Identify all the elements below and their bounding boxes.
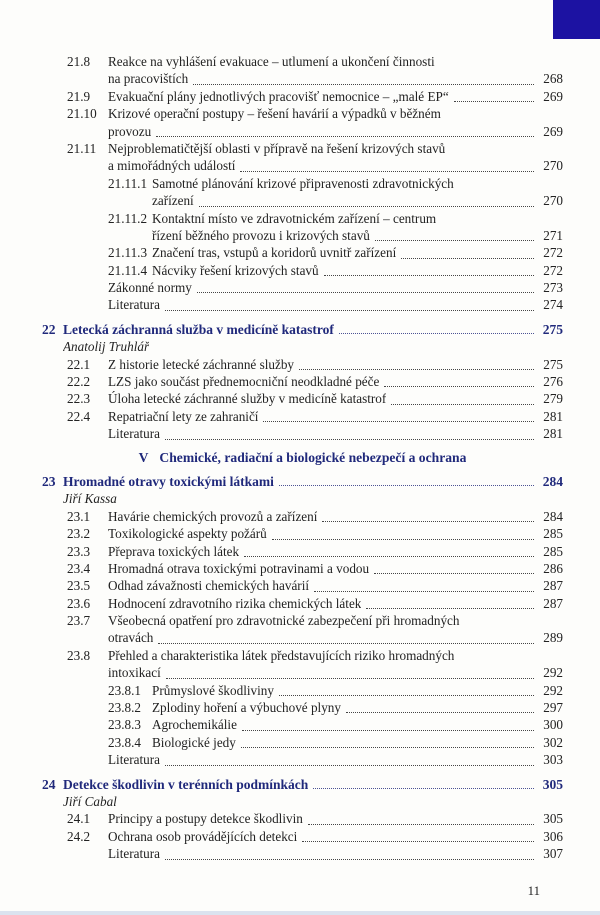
- toc-entry-continuation-row: [42, 157, 563, 174]
- entry-number: 21.11.4: [108, 262, 148, 278]
- entry-title: Repatriační lety ze zahraničí: [108, 408, 259, 424]
- entry-page-number: 300: [543, 717, 563, 733]
- entry-title: Značení tras, vstupů a koridorů uvnitř zařízení: [152, 245, 397, 261]
- toc-entry-continuation-row: [42, 630, 563, 647]
- toc-entry-row: [42, 262, 563, 279]
- toc-entry-row: [42, 810, 563, 827]
- entry-title: Přehled a charakteristika látek představujících riziko hromadných: [108, 647, 455, 663]
- toc-entry-row: [42, 828, 563, 845]
- chapter-title: Detekce škodlivin v terénních podmínkách: [63, 776, 309, 792]
- dot-leader: [314, 591, 534, 592]
- dot-leader: [401, 258, 534, 259]
- dot-leader: [242, 730, 534, 731]
- toc-entry-continuation-row: [42, 123, 563, 140]
- entry-page-number: 285: [543, 526, 563, 542]
- toc-entry-row: [42, 699, 563, 716]
- entry-page-number: 306: [543, 828, 563, 844]
- entry-title: Nejproblematičtější oblasti v přípravě na řešení krizových stavů: [108, 140, 446, 156]
- entry-title: Zákonné normy: [108, 280, 192, 296]
- dot-leader: [166, 678, 534, 679]
- toc-entry-row: [42, 682, 563, 699]
- entry-title: Ochrana osob provádějících detekci: [108, 828, 298, 844]
- author-name: Jiří Cabal: [63, 794, 117, 809]
- page-number-footer: 11: [527, 884, 540, 898]
- entry-number: 21.11.2: [108, 210, 148, 226]
- chapter-title: Hromadné otravy toxickými látkami: [63, 473, 274, 489]
- entry-number: 24.2: [67, 828, 91, 844]
- entry-title: Evakuační plány jednotlivých pracovišť nemocnice – „malé EP“: [108, 88, 449, 104]
- toc-entry-row: [42, 595, 563, 612]
- dot-leader: [279, 695, 534, 696]
- entry-title: Odhad závažnosti chemických havárií: [108, 578, 310, 594]
- entry-title: Hromadná otrava toxickými potravinami a vodou: [108, 560, 370, 576]
- entry-number: 23.3: [67, 543, 91, 559]
- scan-bottom-edge: [0, 911, 600, 915]
- entry-number: 23.7: [67, 613, 91, 629]
- entry-title: Literatura: [108, 426, 160, 442]
- entry-page-number: 305: [542, 776, 563, 792]
- dot-leader: [324, 275, 534, 276]
- entry-page-number: 268: [543, 71, 563, 87]
- entry-number: 23.8.3: [108, 717, 141, 733]
- toc-entry-row: [42, 425, 563, 442]
- entry-number: 23.5: [67, 578, 91, 594]
- entry-number: 21.9: [67, 88, 91, 104]
- entry-number: 24.1: [67, 811, 91, 827]
- entry-number: 23.8.2: [108, 700, 141, 716]
- dot-leader: [199, 206, 534, 207]
- toc-entry-row: [42, 716, 563, 733]
- entry-title: Principy a postupy detekce škodlivin: [108, 811, 303, 827]
- author-name: Anatolij Truhlář: [63, 339, 150, 355]
- entry-page-number: 269: [543, 88, 563, 104]
- entry-title: Hodnocení zdravotního rizika chemických látek: [108, 595, 362, 611]
- dot-leader: [454, 101, 534, 102]
- dot-leader: [391, 404, 534, 405]
- toc-entry-row: [42, 734, 563, 751]
- entry-title: Agrochemikálie: [152, 717, 237, 733]
- toc-entry-row: [42, 577, 563, 594]
- entry-number: 23.1: [67, 508, 91, 524]
- entry-number: 22.3: [67, 391, 91, 407]
- dot-leader: [346, 712, 534, 713]
- entry-title: Úloha letecké záchranné služby v medicíně katastrof: [108, 391, 387, 407]
- toc-entry-row: [42, 525, 563, 542]
- entry-page-number: 274: [543, 297, 563, 313]
- toc-entry-row: [42, 508, 563, 525]
- toc-entry-row: [42, 845, 563, 862]
- entry-title: Z historie letecké záchranné služby: [108, 356, 295, 372]
- dot-leader: [375, 240, 534, 241]
- dot-leader: [165, 439, 534, 440]
- entry-title: Krizové operační postupy – řešení havárií a výpadků v běžném: [108, 106, 441, 122]
- author-name-row: [42, 793, 563, 810]
- entry-page-number: 303: [543, 752, 563, 768]
- dot-leader: [374, 573, 534, 574]
- entry-title-continued: na pracovištích: [108, 71, 189, 87]
- corner-mark: [553, 0, 600, 39]
- entry-page-number: 305: [543, 811, 563, 827]
- toc-entry-row: [42, 88, 563, 105]
- author-name-row: [42, 490, 563, 507]
- entry-page-number: 287: [543, 595, 563, 611]
- entry-number: 21.11: [67, 140, 97, 156]
- dot-leader: [263, 421, 534, 422]
- chapter-number: 24: [42, 776, 56, 792]
- toc-entry-row: [42, 543, 563, 560]
- part-number: V: [138, 449, 149, 465]
- author-name: Jiří Kassa: [63, 491, 117, 507]
- dot-leader: [308, 824, 534, 825]
- dot-leader: [322, 521, 534, 522]
- toc-entry-row: [42, 751, 563, 768]
- dot-leader: [366, 608, 534, 609]
- entry-page-number: 275: [543, 356, 563, 372]
- entry-title: Nácviky řešení krizových stavů: [152, 262, 319, 278]
- dot-leader: [313, 788, 534, 789]
- chapter-number: 23: [42, 473, 56, 489]
- toc-entry-row: [42, 612, 563, 629]
- dot-leader: [272, 539, 534, 540]
- chapter-heading-row: [42, 776, 563, 793]
- entry-title-continued: intoxikací: [108, 665, 161, 681]
- entry-page-number: 287: [543, 578, 563, 594]
- dot-leader: [165, 859, 534, 860]
- toc-entry-continuation-row: [42, 192, 563, 209]
- entry-title: Všeobecná opatření pro zdravotnické zabezpečení při hromadných: [108, 613, 460, 629]
- entry-title-continued: provozu: [108, 123, 152, 139]
- dot-leader: [158, 643, 534, 644]
- entry-number: 23.6: [67, 595, 91, 611]
- entry-page-number: 289: [543, 630, 563, 646]
- entry-number: 21.8: [67, 53, 91, 69]
- part-title: Chemické, radiační a biologické nebezpečí a ochrana: [159, 449, 467, 465]
- author-name-row: [42, 338, 563, 355]
- entry-number: 23.2: [67, 526, 91, 542]
- entry-page-number: 270: [543, 193, 563, 209]
- entry-title-continued: zařízení: [152, 193, 194, 209]
- toc-entry-row: [42, 560, 563, 577]
- toc-entry-row: [42, 390, 563, 407]
- entry-page-number: 292: [543, 682, 563, 698]
- entry-title: Samotné plánování krizové připravenosti zdravotnických: [152, 175, 454, 191]
- entry-title: Zplodiny hoření a výbuchové plyny: [152, 700, 341, 716]
- toc-entry-row: [42, 408, 563, 425]
- entry-page-number: 285: [543, 543, 563, 559]
- entry-page-number: 272: [543, 262, 563, 278]
- table-of-contents: [42, 53, 563, 863]
- entry-page-number: 279: [543, 391, 563, 407]
- chapter-number: 22: [42, 321, 56, 337]
- dot-leader: [241, 747, 534, 748]
- toc-entry-row: [42, 105, 563, 122]
- chapter-heading-row: [42, 473, 563, 490]
- entry-number: 22.1: [67, 356, 91, 372]
- entry-page-number: 273: [543, 280, 563, 296]
- dot-leader: [279, 485, 534, 486]
- entry-page-number: 284: [542, 473, 563, 489]
- entry-title: Literatura: [108, 752, 160, 768]
- entry-title: Průmyslové škodliviny: [152, 682, 274, 698]
- entry-number: 21.10: [67, 106, 97, 122]
- entry-page-number: 271: [543, 227, 563, 243]
- entry-page-number: 275: [542, 321, 563, 337]
- entry-page-number: 281: [543, 426, 563, 442]
- entry-title: Toxikologické aspekty požárů: [108, 526, 267, 542]
- entry-number: 23.8.1: [108, 682, 141, 698]
- entry-title-continued: a mimořádných událostí: [108, 158, 236, 174]
- entry-page-number: 281: [543, 408, 563, 424]
- toc-entry-row: [42, 373, 563, 390]
- dot-leader: [156, 136, 534, 137]
- chapter-heading-row: [42, 321, 563, 338]
- entry-number: 23.8.4: [108, 734, 141, 750]
- entry-page-number: 297: [543, 700, 563, 716]
- entry-number: 23.8: [67, 647, 91, 663]
- dot-leader: [302, 841, 534, 842]
- entry-page-number: 270: [543, 158, 563, 174]
- dot-leader: [165, 765, 534, 766]
- entry-title: Přeprava toxických látek: [108, 543, 240, 559]
- toc-entry-row: [42, 210, 563, 227]
- entry-page-number: 272: [543, 245, 563, 261]
- entry-title: Biologické jedy: [152, 734, 236, 750]
- entry-title: Literatura: [108, 297, 160, 313]
- toc-entry-row: [42, 296, 563, 313]
- toc-entry-row: [42, 356, 563, 373]
- entry-number: 22.2: [67, 374, 91, 390]
- dot-leader: [339, 333, 534, 334]
- entry-page-number: 292: [543, 665, 563, 681]
- entry-page-number: 307: [543, 846, 563, 862]
- toc-entry-row: [42, 175, 563, 192]
- entry-number: 22.4: [67, 408, 91, 424]
- part-heading: [42, 449, 563, 466]
- toc-entry-continuation-row: [42, 664, 563, 681]
- toc-entry-continuation-row: [42, 227, 563, 244]
- entry-title-continued: otravách: [108, 630, 154, 646]
- entry-number: 21.11.1: [108, 175, 148, 191]
- dot-leader: [197, 292, 534, 293]
- toc-entry-row: [42, 140, 563, 157]
- entry-title: LZS jako součást přednemocniční neodkladné péče: [108, 374, 380, 390]
- dot-leader: [299, 369, 534, 370]
- entry-page-number: 302: [543, 734, 563, 750]
- entry-title-continued: řízení běžného provozu i krizových stavů: [152, 227, 370, 243]
- entry-number: 23.4: [67, 560, 91, 576]
- toc-entry-row: [42, 647, 563, 664]
- entry-title: Literatura: [108, 846, 160, 862]
- entry-number: 21.11.3: [108, 245, 148, 261]
- entry-page-number: 276: [543, 374, 563, 390]
- dot-leader: [384, 386, 534, 387]
- toc-entry-row: [42, 279, 563, 296]
- entry-page-number: 269: [543, 123, 563, 139]
- dot-leader: [193, 84, 534, 85]
- toc-entry-row: [42, 244, 563, 261]
- entry-page-number: 284: [543, 508, 563, 524]
- dot-leader: [165, 310, 534, 311]
- dot-leader: [244, 556, 534, 557]
- entry-title: Kontaktní místo ve zdravotnickém zařízení – centrum: [152, 210, 437, 226]
- toc-entry-row: [42, 53, 563, 70]
- dot-leader: [240, 171, 534, 172]
- entry-title: Havárie chemických provozů a zařízení: [108, 508, 318, 524]
- entry-title: Reakce na vyhlášení evakuace – utlumení a ukončení činnosti: [108, 53, 435, 69]
- entry-page-number: 286: [543, 560, 563, 576]
- toc-entry-continuation-row: [42, 70, 563, 87]
- chapter-title: Letecká záchranná služba v medicíně katastrof: [63, 321, 334, 337]
